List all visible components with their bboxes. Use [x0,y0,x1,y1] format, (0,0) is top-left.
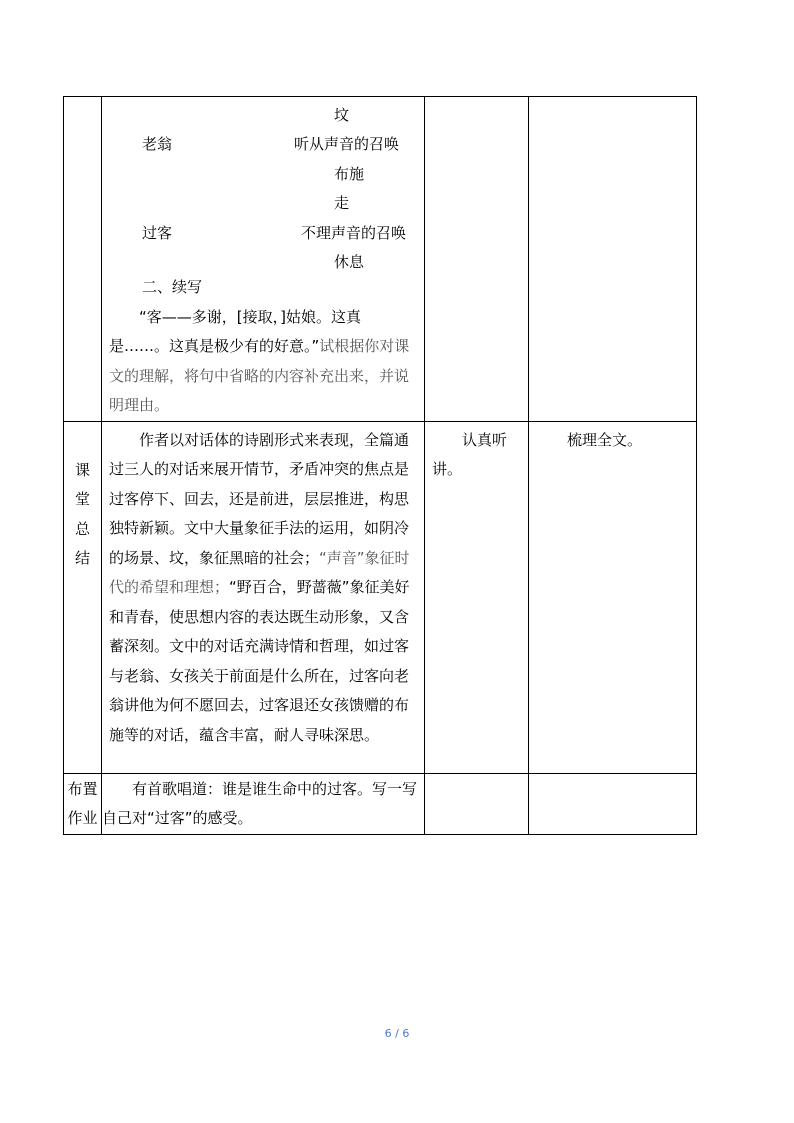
diagram-old-man-action: 听从声音的召唤 [294,135,400,153]
student-activity-cell [425,421,529,773]
continuation-task: 试根据你对课文的理解，将句中省略的内容补充出来，并说明理由。 [109,337,410,414]
diagram-old-man: 老翁 [142,135,173,153]
comparison-diagram [102,97,424,273]
table-row-review [64,97,697,422]
design-intent-text: 梳理全文。 [567,430,643,449]
diagram-passerby-action: 不理声音的召唤 [301,224,407,242]
label-cell-homework [64,773,102,834]
diagram-go: 走 [334,194,350,212]
continuation-heading: 二、续写 [142,278,203,296]
summary-text-3: “野百合，野蔷薇”象征美好和青春，使思想内容的表达既生动形象，又含蓄深刻。文中的对话充满诗情和哲理，如过客与老翁、女孩关于前面是什么所在，过客向老翁讲他为何不愿回去，过客退还女孩馈赠的布施等的对话，蕴含丰富，耐人寻味深思。 [109,578,410,744]
homework-text: 有首歌唱道：谁是谁生命中的过客。写一写自己对“过客”的感受。 [102,779,418,827]
summary-label-char: 总 [74,519,90,538]
diagram-rest: 休息 [334,253,365,271]
content-cell-summary [102,421,425,773]
label-cell-summary [64,421,102,773]
design-intent-cell-empty [529,773,697,834]
summary-label-char: 结 [74,549,90,567]
homework-label-line2: 作业 [67,809,98,827]
content-cell-homework [102,773,425,834]
student-activity-cell-empty [425,97,529,422]
diagram-passerby: 过客 [142,224,173,242]
summary-text-1: 作者以对话体的诗剧形式来表现，全篇通过三人的对话来展开情节，矛盾冲突的焦点是过客停下、回去，还是前进，层层推进，构思独特新颖。文中大量象征手法的运用，如阴冷的场景、坟，象征黑暗的社会； [109,430,410,567]
summary-label-char: 堂 [74,490,90,508]
student-activity-text: 认真听讲。 [432,430,508,478]
homework-label-line1: 布置 [67,779,98,798]
lesson-plan-table [63,96,697,835]
design-intent-cell-empty [529,97,697,422]
content-cell-review [102,97,425,422]
diagram-charity: 布施 [334,165,365,183]
table-row-summary [64,421,697,773]
diagram-top-word: 坟 [334,106,350,124]
continuation-paragraph [102,303,424,421]
summary-paragraph [102,422,424,751]
design-intent-cell [529,421,697,773]
page-number: 6 / 6 [384,1027,410,1040]
student-activity-cell-empty [425,773,529,834]
label-cell-empty [64,97,102,422]
summary-label-char: 课 [74,460,90,479]
table-row-homework [64,773,697,834]
continuation-quote: “客——多谢，[接取，]姑娘。这真是……。这真是极少有的好意。” [109,307,361,355]
summary-text-2: “声音”象征时代的希望和理想； [109,548,410,596]
